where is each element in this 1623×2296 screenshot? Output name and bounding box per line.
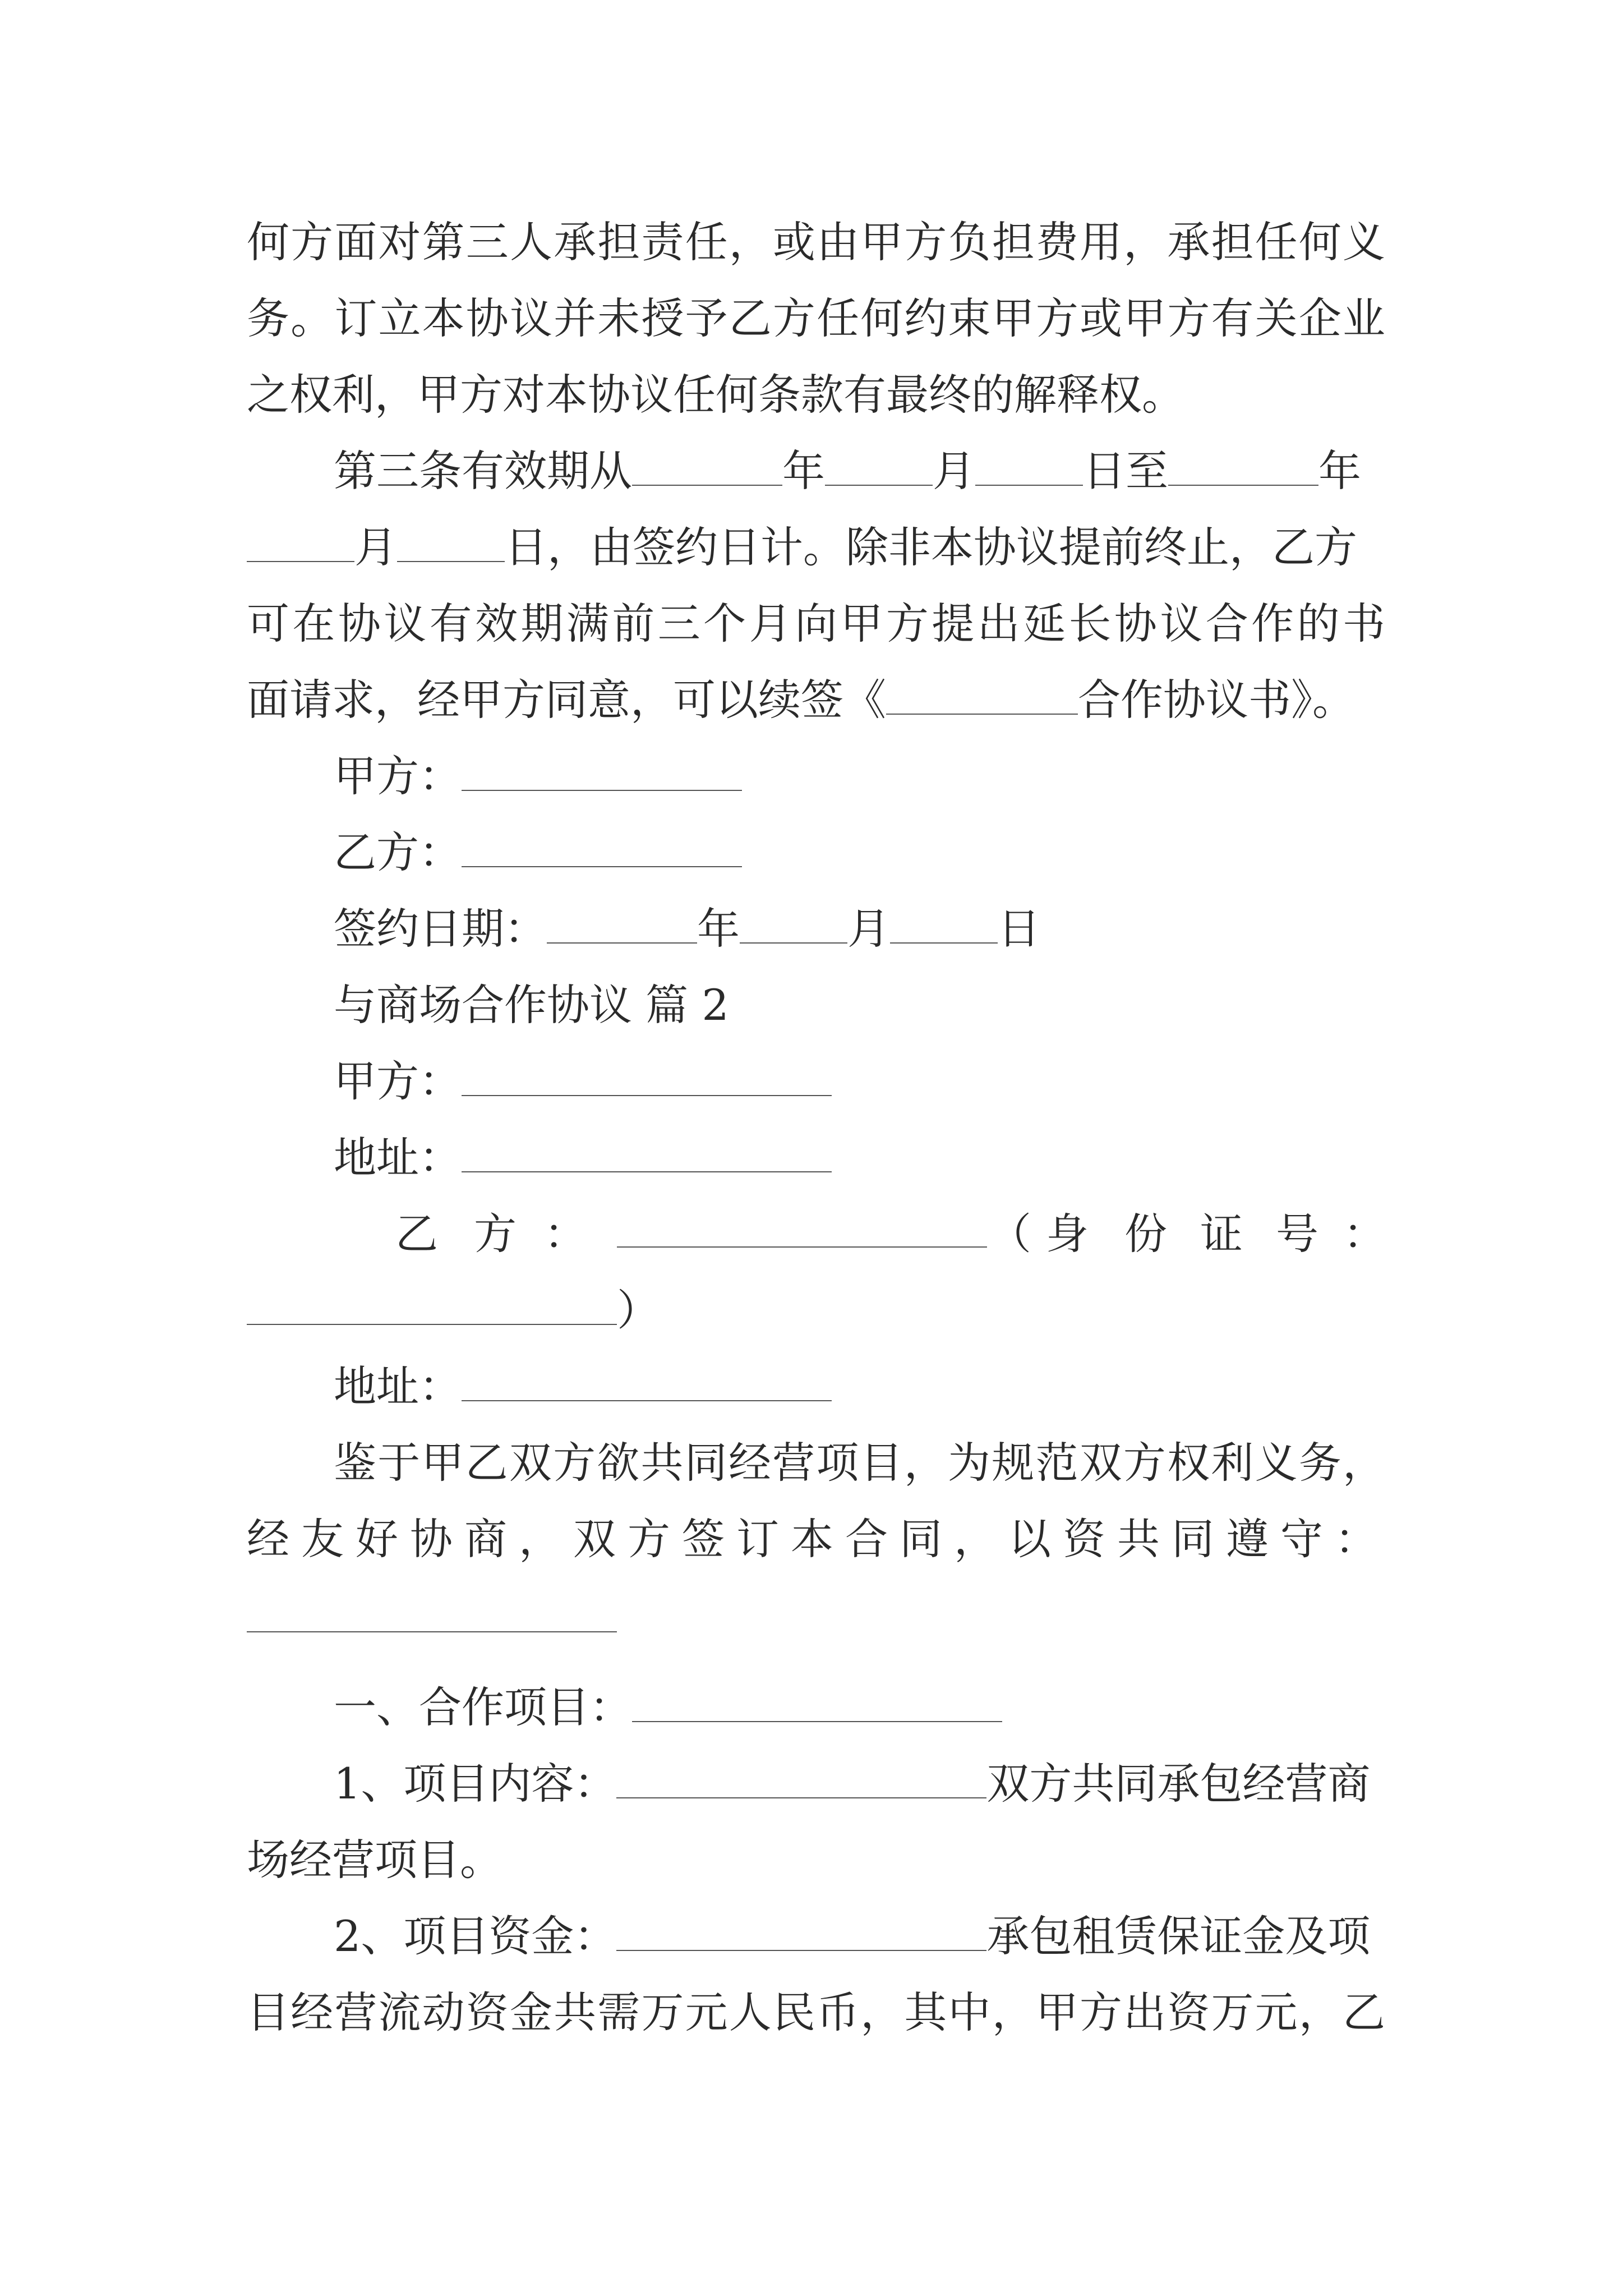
blank-line <box>462 1134 832 1172</box>
char: （ <box>989 1209 1031 1259</box>
label: 甲方： <box>334 751 462 801</box>
text: ） <box>617 1285 660 1335</box>
text-line: 何方面对第三人承担责任，或由甲方负担费用，承担任何义 <box>247 217 1385 267</box>
item-cooperation-project <box>334 1680 1002 1736</box>
text-line: 场经营项目。 <box>247 1835 502 1885</box>
char: 号 <box>1276 1209 1318 1259</box>
item-project-content <box>334 1756 1370 1812</box>
text: 月 <box>354 522 397 572</box>
blank-line <box>247 1631 617 1632</box>
label: 1、项目内容： <box>334 1759 617 1809</box>
text-line: 鉴于甲乙双方欲共同经营项目，为规范双方权利义务， <box>334 1438 1385 1488</box>
text: 月 <box>933 446 975 496</box>
blank-line <box>397 524 505 562</box>
text: 年 <box>782 446 825 496</box>
char: 同 <box>900 1514 942 1564</box>
text: 双方共同承包经营商 <box>986 1759 1371 1809</box>
blank-line <box>886 677 1078 715</box>
blank-line <box>1168 448 1318 486</box>
char: ： <box>1335 1514 1377 1564</box>
label: 地址： <box>334 1133 462 1182</box>
blank-line <box>975 448 1083 486</box>
id-number-line <box>247 1282 660 1338</box>
label: 地址： <box>334 1361 462 1411</box>
char: 同 <box>1172 1514 1214 1564</box>
blank-line <box>632 448 782 486</box>
char: 商 <box>464 1514 507 1564</box>
text: 第三条有效期从 <box>334 446 632 496</box>
char: 经 <box>247 1514 289 1564</box>
blank-line <box>462 1363 832 1401</box>
char: 资 <box>1063 1514 1105 1564</box>
char: 以 <box>1008 1514 1051 1564</box>
blank-line <box>617 1209 987 1248</box>
text: 日，由签约日计。除非本协议提前终止，乙方 <box>505 522 1357 572</box>
char: 协 <box>410 1514 453 1564</box>
char: 友 <box>301 1514 344 1564</box>
char: 本 <box>791 1514 833 1564</box>
label: 2、项目资金： <box>334 1911 617 1961</box>
article-3-line-1 <box>334 443 1361 499</box>
blank-line <box>825 448 933 486</box>
blank-line <box>740 905 847 944</box>
text-line: 可在协议有效期满前三个月向甲方提出延长协议合作的书 <box>247 599 1385 648</box>
blank-line <box>462 753 742 791</box>
char: 乙 <box>395 1209 438 1259</box>
section-heading: 与商场合作协议 篇 2 <box>334 980 729 1030</box>
char: ， <box>954 1514 997 1564</box>
blank-line <box>247 1287 617 1325</box>
char: ： <box>544 1209 587 1259</box>
char: ： <box>1343 1209 1386 1259</box>
char: 守 <box>1280 1514 1323 1564</box>
text-line: 目经营流动资金共需万元人民币，其中，甲方出资万元，乙 <box>247 1987 1385 2037</box>
blank-line <box>632 1684 1002 1722</box>
blank-line <box>890 905 998 944</box>
char: 共 <box>1117 1514 1160 1564</box>
label: 甲方： <box>334 1056 462 1106</box>
label: 一、合作项目： <box>334 1682 632 1732</box>
blank-line <box>462 1058 832 1096</box>
blank-line <box>547 905 697 944</box>
blank-line <box>616 1760 986 1798</box>
spaced-text-line <box>0 1511 1623 1567</box>
char: 证 <box>1200 1209 1243 1259</box>
text: 日 <box>998 904 1040 954</box>
party-a-address-line <box>334 1130 832 1186</box>
text: 年 <box>697 904 740 954</box>
char: 遵 <box>1226 1514 1269 1564</box>
char: 好 <box>356 1514 398 1564</box>
char: 订 <box>736 1514 779 1564</box>
blank-line <box>616 1913 986 1951</box>
signature-party-a <box>334 748 742 804</box>
text: 合作协议书》。 <box>1078 675 1355 725</box>
text: 日至 <box>1083 446 1168 496</box>
text-line: 之权利，甲方对本协议任何条款有最终的解释权。 <box>247 370 1184 420</box>
char: 方 <box>628 1514 670 1564</box>
article-3-line-4 <box>247 672 1355 728</box>
char: 合 <box>845 1514 888 1564</box>
blank-line <box>462 829 742 867</box>
char: 身 <box>1046 1209 1089 1259</box>
blank-line <box>247 524 354 562</box>
party-b-line <box>0 1206 1623 1262</box>
party-a-line <box>334 1053 832 1110</box>
char: ， <box>519 1514 561 1564</box>
char: 方 <box>474 1209 517 1259</box>
text: 面请求，经甲方同意，可以续签《 <box>247 675 886 725</box>
char: 份 <box>1124 1209 1167 1259</box>
article-3-line-2 <box>247 519 1357 576</box>
char: 双 <box>573 1514 616 1564</box>
item-project-funds <box>334 1908 1370 1964</box>
signature-party-b <box>334 825 742 881</box>
label: 签约日期： <box>334 904 547 954</box>
text: 年 <box>1318 446 1361 496</box>
text: 月 <box>847 904 890 954</box>
party-b-address-line <box>334 1359 832 1415</box>
char: 签 <box>682 1514 725 1564</box>
text: 承包租赁保证金及项 <box>986 1911 1371 1961</box>
signature-date <box>334 901 1040 957</box>
text-line: 务。订立本协议并未授予乙方任何约束甲方或甲方有关企业 <box>247 293 1385 343</box>
label: 乙方： <box>334 827 462 877</box>
